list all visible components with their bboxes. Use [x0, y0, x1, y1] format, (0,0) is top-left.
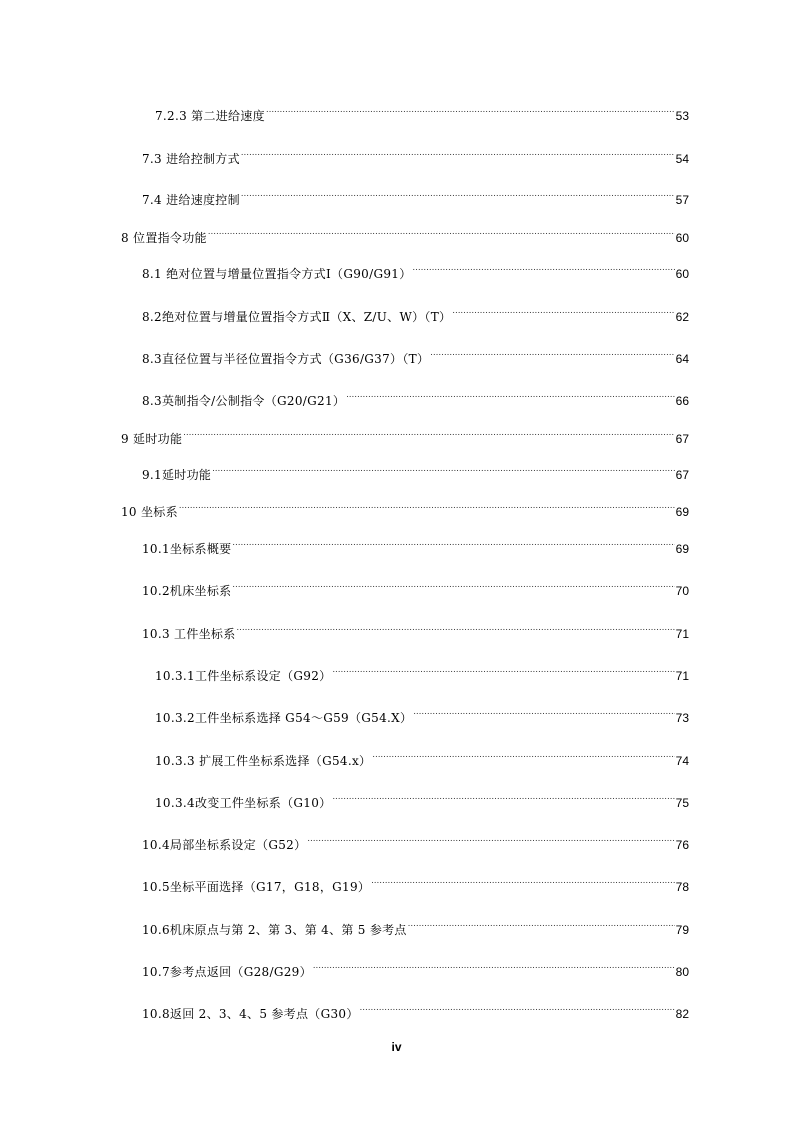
toc-entry[interactable] — [142, 347, 689, 367]
toc-entry-page: 76 — [675, 838, 689, 852]
toc-entry-page: 66 — [675, 394, 689, 408]
toc-entry-page: 74 — [675, 754, 689, 768]
toc-entry-title: 8.1 绝对位置与增量位置指令方式Ⅰ（G90/G91） — [142, 267, 412, 281]
page-number: iv — [391, 1040, 402, 1054]
toc-entry[interactable] — [142, 833, 689, 853]
toc-entry[interactable] — [121, 226, 689, 246]
dot-leader — [307, 833, 674, 849]
toc-entry[interactable] — [155, 749, 689, 769]
toc-entry-page: 75 — [675, 796, 689, 810]
toc-entry[interactable] — [155, 664, 689, 684]
toc-entry-title: 10.1坐标系概要 — [142, 542, 232, 556]
toc-entry-page: 79 — [675, 923, 689, 937]
dot-leader — [241, 188, 675, 204]
toc-entry-title: 10.4局部坐标系设定（G52） — [142, 838, 307, 852]
dot-leader — [360, 1002, 675, 1018]
dot-leader — [372, 749, 674, 765]
toc-entry-page: 71 — [675, 669, 689, 683]
toc-entry-title: 10.7参考点返回（G28/G29） — [142, 965, 312, 979]
toc-entry-title: 8 位置指令功能 — [121, 231, 207, 245]
toc-entry-page: 71 — [675, 627, 689, 641]
toc-entry[interactable] — [142, 960, 689, 980]
toc-entry-page: 57 — [675, 193, 689, 207]
toc-entry-page: 82 — [675, 1007, 689, 1021]
toc-entry-page: 67 — [675, 432, 689, 446]
toc-entry[interactable] — [142, 262, 689, 282]
dot-leader — [179, 500, 675, 516]
toc-entry-page: 64 — [675, 352, 689, 366]
dot-leader — [232, 537, 674, 553]
toc-entry-title: 8.3英制指令/公制指令（G20/G21） — [142, 394, 346, 408]
toc-entry[interactable] — [142, 579, 689, 599]
dot-leader — [266, 104, 675, 120]
toc-entry[interactable] — [142, 875, 689, 895]
toc-entry-title: 10.3.4改变工件坐标系（G10） — [155, 796, 332, 810]
toc-entry[interactable] — [142, 1002, 689, 1022]
toc-entry[interactable] — [142, 918, 689, 938]
toc-entry-title: 7.2.3 第二进给速度 — [155, 109, 265, 123]
toc-entry-title: 8.3直径位置与半径位置指令方式（G36/G37）（T） — [142, 352, 430, 366]
dot-leader — [212, 463, 674, 479]
toc-entry-title: 10.6机床原点与第 2、第 3、第 4、第 5 参考点 — [142, 923, 407, 937]
dot-leader — [371, 875, 674, 891]
dot-leader — [332, 664, 674, 680]
toc-entry[interactable] — [155, 104, 689, 124]
toc-entry-title: 10 坐标系 — [121, 505, 178, 519]
toc-entry-title: 10.3.3 扩展工件坐标系选择（G54.x） — [155, 754, 372, 768]
dot-leader — [452, 305, 674, 321]
toc-entry-page: 69 — [675, 542, 689, 556]
dot-leader — [237, 622, 675, 638]
toc-entry[interactable] — [142, 147, 689, 167]
dot-leader — [413, 262, 675, 278]
toc-entry[interactable] — [142, 463, 689, 483]
toc-entry-title: 10.5坐标平面选择（G17，G18，G19） — [142, 880, 371, 894]
dot-leader — [232, 579, 674, 595]
toc-entry[interactable] — [142, 389, 689, 409]
dot-leader — [241, 147, 675, 163]
toc-entry[interactable] — [121, 427, 689, 447]
toc-entry-page: 78 — [675, 880, 689, 894]
toc-entry-title: 7.4 进给速度控制 — [142, 193, 240, 207]
toc-entry-page: 67 — [675, 468, 689, 482]
toc-entry[interactable] — [155, 706, 689, 726]
dot-leader — [183, 427, 674, 443]
toc-entry-title: 9.1延时功能 — [142, 468, 212, 482]
toc-entry-title: 10.3 工件坐标系 — [142, 627, 236, 641]
toc-entry-page: 54 — [675, 152, 689, 166]
toc-entry[interactable] — [142, 622, 689, 642]
dot-leader — [430, 347, 674, 363]
toc-entry-page: 53 — [675, 109, 689, 123]
toc-entry[interactable] — [142, 305, 689, 325]
toc-entry-page: 73 — [675, 711, 689, 725]
toc-entry-title: 10.3.2工件坐标系选择 G54～G59（G54.X） — [155, 711, 413, 725]
toc-entry-page: 70 — [675, 584, 689, 598]
dot-leader — [413, 706, 674, 722]
toc-entry[interactable] — [155, 791, 689, 811]
toc-entry[interactable] — [121, 500, 689, 520]
dot-leader — [313, 960, 675, 976]
toc-entry-title: 10.3.1工件坐标系设定（G92） — [155, 669, 332, 683]
toc-entry[interactable] — [142, 537, 689, 557]
toc-entry-title: 10.8返回 2、3、4、5 参考点（G30） — [142, 1007, 359, 1021]
dot-leader — [332, 791, 674, 807]
toc-entry[interactable] — [142, 188, 689, 208]
toc-entry-title: 8.2绝对位置与增量位置指令方式Ⅱ（X、Z/U、W）（T） — [142, 310, 452, 324]
dot-leader — [346, 389, 674, 405]
toc-entry-page: 80 — [675, 965, 689, 979]
dot-leader — [208, 226, 675, 242]
toc-entry-page: 60 — [675, 267, 689, 281]
toc-entry-title: 10.2机床坐标系 — [142, 584, 232, 598]
toc-entry-title: 7.3 进给控制方式 — [142, 152, 240, 166]
toc-entry-page: 60 — [675, 231, 689, 245]
toc-entry-page: 62 — [675, 310, 689, 324]
dot-leader — [408, 918, 675, 934]
toc-entry-page: 69 — [675, 505, 689, 519]
toc-entry-title: 9 延时功能 — [121, 432, 183, 446]
